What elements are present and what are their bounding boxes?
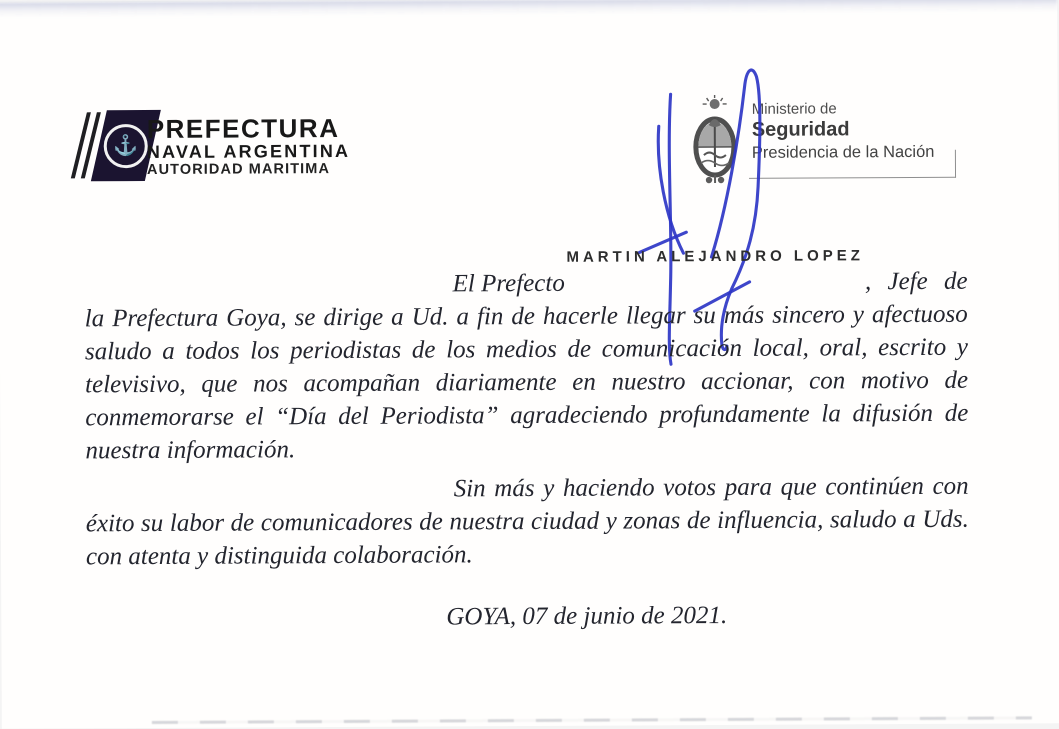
ministerio-logo xyxy=(691,92,982,194)
lifebuoy-anchor-icon: ⚓ xyxy=(104,123,148,167)
body-line: la Prefectura Goya, se dirige a Ud. a fin de hacerle llegar su más sincero y afectuoso xyxy=(85,298,968,336)
body-line: Sin más y haciendo votos para que continúen con xyxy=(86,470,969,508)
scan-artifact-top xyxy=(0,0,1057,18)
letter-body xyxy=(85,265,970,574)
body-line: televisivo, que nos acompañan diariamente en nuestro accionar, con motivo de xyxy=(85,364,968,402)
ministerio-wordmark xyxy=(752,100,935,165)
body-line: éxito su labor de comunicadores de nuestra ciudad y zonas de influencia, saludo a Uds. xyxy=(86,503,969,541)
prefectura-subtitle: NAVAL ARGENTINA xyxy=(147,142,350,162)
body-line: con atenta y distinguida colaboración. xyxy=(86,536,969,574)
salutation-left: El Prefecto xyxy=(452,267,564,301)
prefectura-title: PREFECTURA xyxy=(147,114,350,143)
scan-artifact-bottom xyxy=(152,716,1032,724)
argentina-coat-of-arms-icon xyxy=(691,95,739,189)
body-line: conmemorarse el “Día del Periodista” agradeciendo profundamente la difusión de xyxy=(85,397,968,435)
ministerio-line3: Presidencia de la Nación xyxy=(752,140,935,165)
salutation-right: , Jefe de xyxy=(865,265,968,299)
prefectura-wordmark xyxy=(147,114,351,178)
prefectura-tagline: AUTORIDAD MARITIMA xyxy=(147,161,350,178)
closing-paragraph xyxy=(86,470,970,574)
body-line: nuestra información. xyxy=(85,430,968,468)
body-line xyxy=(85,265,968,303)
signer-name: MARTIN ALEJANDRO LOPEZ xyxy=(566,247,864,266)
date-line: GOYA, 07 de junio de 2021. xyxy=(446,602,727,631)
ministerio-line2: Seguridad xyxy=(752,118,935,141)
ministerio-line1: Ministerio de xyxy=(752,100,935,119)
body-line: saludo a todos los periodistas de los medios de comunicación local, oral, escrito y xyxy=(85,331,968,369)
prefectura-logo xyxy=(77,109,377,189)
